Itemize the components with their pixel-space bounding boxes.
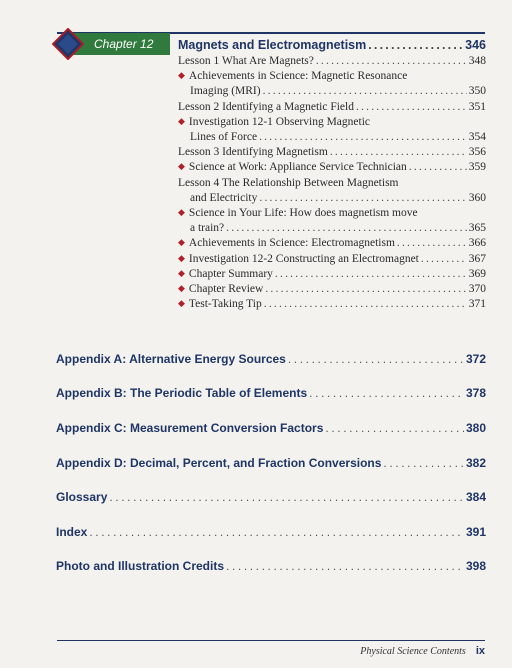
dot-leader bbox=[226, 221, 467, 236]
footer-page-number: ix bbox=[475, 645, 485, 657]
appendix-entry[interactable] bbox=[56, 420, 486, 436]
dot-leader bbox=[397, 236, 467, 251]
toc-entry-label: and Electricity bbox=[190, 191, 258, 204]
appendix-entry[interactable] bbox=[56, 489, 486, 505]
appendix-page: 372 bbox=[465, 352, 486, 366]
toc-entry-label: Science at Work: Appliance Service Technician bbox=[188, 161, 407, 174]
diamond-bullet-icon: ◆ bbox=[178, 283, 185, 294]
toc-entry-page: 369 bbox=[468, 267, 486, 280]
appendix-title: Appendix B: The Periodic Table of Elements bbox=[56, 386, 308, 400]
bottom-rule bbox=[57, 640, 485, 641]
dot-leader bbox=[109, 489, 464, 505]
appendix-row bbox=[56, 489, 486, 505]
toc-entry-label: Lesson 2 Identifying a Magnetic Field bbox=[178, 100, 354, 113]
appendix-page: 398 bbox=[465, 559, 486, 573]
toc-entry-bullet[interactable] bbox=[178, 297, 486, 312]
chapter-title-page: 346 bbox=[465, 38, 486, 52]
chapter-entry-list bbox=[178, 54, 486, 312]
appendix-entry[interactable] bbox=[56, 351, 486, 367]
toc-entry-lesson[interactable] bbox=[178, 54, 486, 69]
dot-leader bbox=[421, 252, 467, 267]
appendix-page: 380 bbox=[465, 421, 486, 435]
appendix-title: Index bbox=[56, 525, 88, 539]
toc-entry-page: 356 bbox=[468, 146, 486, 159]
toc-entry-text bbox=[190, 221, 224, 236]
toc-entry-label: Achievements in Science: Magnetic Resonance bbox=[188, 70, 408, 83]
diamond-bullet-icon: ◆ bbox=[178, 207, 185, 218]
chapter-contents bbox=[178, 36, 486, 312]
dot-leader bbox=[330, 145, 467, 160]
toc-entry-label: Lesson 3 Identifying Magnetism bbox=[178, 146, 328, 159]
toc-entry-text bbox=[178, 297, 262, 312]
toc-entry-label: Science in Your Life: How does magnetism move bbox=[188, 207, 418, 220]
toc-entry-text bbox=[190, 191, 257, 206]
toc-entry-label: Lines of Force bbox=[190, 131, 258, 144]
appendix-title: Glossary bbox=[56, 490, 108, 504]
toc-entry-label: Lesson 1 What Are Magnets? bbox=[178, 55, 314, 67]
toc-entry-text bbox=[178, 100, 354, 115]
toc-entry-page: 366 bbox=[468, 237, 486, 250]
toc-entry-label: Chapter Review bbox=[188, 283, 264, 296]
chapter-diamond-icon bbox=[52, 28, 84, 60]
toc-entry-bullet[interactable] bbox=[178, 160, 486, 175]
toc-entry-text bbox=[190, 84, 261, 99]
appendix-title: Appendix D: Decimal, Percent, and Fraction Conversions bbox=[56, 456, 382, 470]
toc-entry-text bbox=[178, 236, 395, 251]
toc-entry-page: 351 bbox=[468, 100, 486, 113]
toc-entry-page: 370 bbox=[468, 283, 486, 296]
toc-entry-text bbox=[178, 160, 407, 175]
toc-entry-bullet[interactable] bbox=[178, 69, 486, 84]
toc-entry-page: 367 bbox=[468, 252, 486, 265]
diamond-bullet-icon: ◆ bbox=[178, 161, 185, 172]
diamond-bullet-icon: ◆ bbox=[178, 115, 185, 126]
diamond-bullet-icon: ◆ bbox=[178, 267, 185, 278]
dot-leader bbox=[89, 524, 464, 540]
diamond-bullet-icon: ◆ bbox=[178, 70, 185, 81]
toc-entry-cont[interactable] bbox=[178, 221, 486, 236]
appendix-title: Photo and Illustration Credits bbox=[56, 559, 225, 573]
toc-entry-label: Investigation 12-2 Constructing an Electromagnet bbox=[188, 252, 419, 265]
toc-entry-cont[interactable] bbox=[178, 84, 486, 99]
toc-entry-label: a train? bbox=[190, 222, 225, 235]
dot-leader bbox=[288, 351, 464, 367]
toc-entry-cont[interactable] bbox=[178, 130, 486, 145]
toc-entry-page: 365 bbox=[468, 222, 486, 235]
appendix-row bbox=[56, 558, 486, 574]
appendix-page: 384 bbox=[465, 490, 486, 504]
appendix-row bbox=[56, 351, 486, 367]
toc-entry-text bbox=[178, 54, 314, 69]
appendix-title: Appendix A: Alternative Energy Sources bbox=[56, 352, 286, 366]
appendix-page: 382 bbox=[465, 456, 486, 470]
appendix-row bbox=[56, 524, 486, 540]
dot-leader bbox=[264, 297, 467, 312]
toc-entry-text bbox=[178, 176, 399, 191]
toc-entry-page: 354 bbox=[468, 131, 486, 144]
dot-leader bbox=[259, 130, 467, 145]
toc-entry-lesson[interactable] bbox=[178, 176, 486, 191]
footer-text: Physical Science Contents bbox=[360, 646, 466, 657]
dot-leader bbox=[309, 385, 464, 401]
dot-leader bbox=[263, 84, 467, 99]
dot-leader bbox=[259, 191, 466, 206]
toc-entry-bullet[interactable] bbox=[178, 252, 486, 267]
diamond-bullet-icon: ◆ bbox=[178, 252, 185, 263]
dot-leader bbox=[356, 100, 467, 115]
toc-entry-bullet[interactable] bbox=[178, 267, 486, 282]
dot-leader bbox=[226, 558, 464, 574]
appendix-entry[interactable] bbox=[56, 385, 486, 401]
dot-leader bbox=[275, 267, 467, 282]
appendix-row bbox=[56, 385, 486, 401]
appendix-entry[interactable] bbox=[56, 558, 486, 574]
toc-entry-label: Achievements in Science: Electromagnetism bbox=[188, 237, 395, 250]
toc-entry-label: Imaging (MRI) bbox=[190, 85, 261, 98]
toc-entry-bullet[interactable] bbox=[178, 282, 486, 297]
chapter-badge-label: Chapter 12 bbox=[72, 33, 170, 55]
toc-entry-label: Lesson 4 The Relationship Between Magnetism bbox=[178, 176, 399, 189]
toc-entry-text bbox=[178, 115, 370, 130]
toc-entry-text bbox=[178, 252, 419, 267]
toc-entry-text bbox=[178, 282, 263, 297]
dot-leader bbox=[409, 160, 467, 175]
toc-entry-page: 350 bbox=[468, 85, 486, 98]
appendix-row bbox=[56, 420, 486, 436]
toc-entry-page: 371 bbox=[468, 298, 486, 311]
toc-entry-text bbox=[178, 206, 418, 221]
toc-entry-bullet[interactable] bbox=[178, 236, 486, 251]
toc-entry-text bbox=[178, 267, 273, 282]
toc-entry-lesson[interactable] bbox=[178, 100, 486, 115]
page-footer bbox=[360, 645, 485, 657]
appendix-page: 378 bbox=[465, 386, 486, 400]
appendix-page: 391 bbox=[465, 525, 486, 539]
toc-entry-bullet[interactable] bbox=[178, 115, 486, 130]
chapter-title-row[interactable] bbox=[178, 36, 486, 54]
diamond-bullet-icon: ◆ bbox=[178, 237, 185, 248]
toc-entry-text bbox=[178, 69, 407, 84]
toc-entry-bullet[interactable] bbox=[178, 206, 486, 221]
chapter-badge bbox=[52, 28, 170, 60]
dot-leader bbox=[368, 36, 463, 54]
toc-entry-page: 359 bbox=[468, 161, 486, 174]
dot-leader bbox=[383, 455, 464, 471]
diamond-bullet-icon: ◆ bbox=[178, 298, 185, 309]
appendix-entry[interactable] bbox=[56, 455, 486, 471]
appendix-title: Appendix C: Measurement Conversion Factors bbox=[56, 421, 324, 435]
toc-entry-label: Investigation 12-1 Observing Magnetic bbox=[188, 115, 371, 128]
toc-entry-text bbox=[178, 145, 328, 160]
toc-entry-label: Test-Taking Tip bbox=[188, 298, 262, 311]
appendix-row bbox=[56, 455, 486, 471]
dot-leader bbox=[265, 282, 466, 297]
chapter-title: Magnets and Electromagnetism bbox=[178, 38, 367, 52]
toc-entry-text bbox=[190, 130, 257, 145]
toc-entry-page: 360 bbox=[468, 191, 486, 204]
dot-leader bbox=[316, 54, 467, 69]
dot-leader bbox=[325, 420, 464, 436]
appendix-entry[interactable] bbox=[56, 524, 486, 540]
toc-entry-cont[interactable] bbox=[178, 191, 486, 206]
toc-entry-lesson[interactable] bbox=[178, 145, 486, 160]
toc-entry-page: 348 bbox=[468, 55, 486, 67]
toc-entry-label: Chapter Summary bbox=[188, 267, 273, 280]
